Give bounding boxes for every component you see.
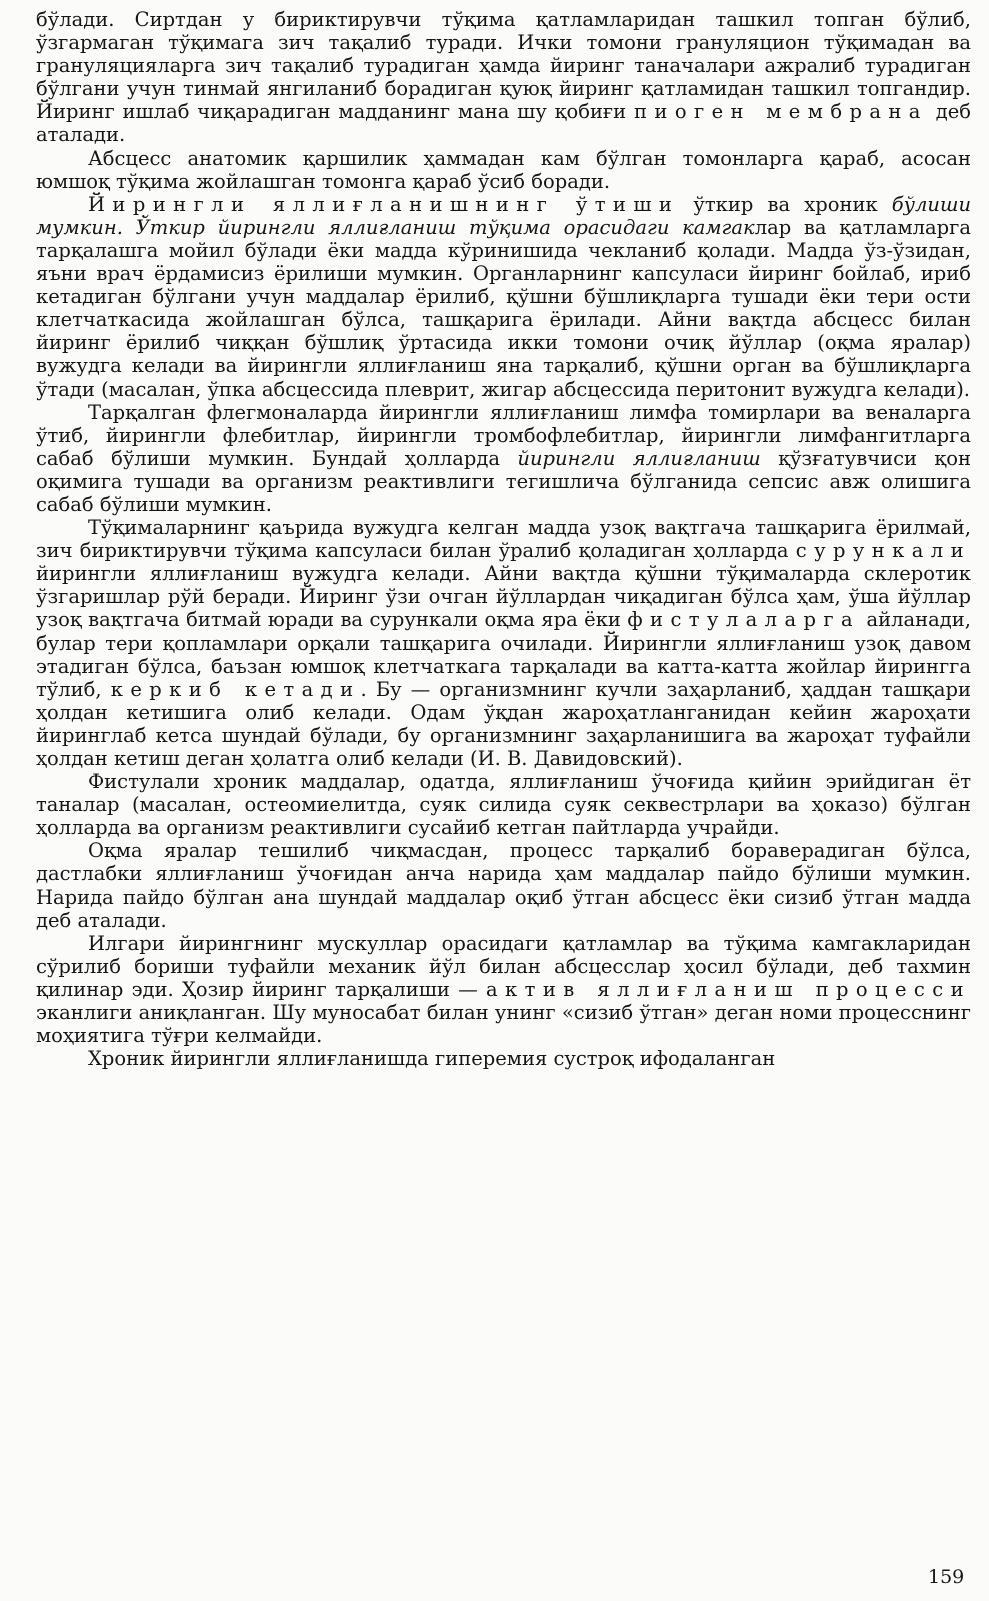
paragraph <box>36 839 971 931</box>
paragraph <box>36 516 971 770</box>
spaced-term: керкиб кетади <box>110 677 361 701</box>
paragraph <box>36 1047 971 1070</box>
text-run: Хроник йирингли яллиғланишда гиперемия сустроқ ифодаланган <box>88 1047 776 1071</box>
italic-text: йирингли яллиғланиш <box>517 446 761 470</box>
text-run: бўлади. Сиртдан у бириктирувчи тўқима қатламларидан ташкил топган бўлиб, ўзгармаган тўқимага зич тақалиб туради. Ички томони грануляцион тўқимадан ва грануляцияларга зич тақалиб турадиган ҳамда йиринг таначалари ажралиб турадиган бўлгани учун тинмай янгиланиб борадиган қуюқ йиринг қатламидан ташкил топгандир. Йиринг ишлаб чиқарадиган мадданинг мана шу қобиғи <box>36 8 971 124</box>
paragraph <box>36 401 971 516</box>
text-run: Илгари йирингнинг мускуллар орасидаги қатламлар ва тўқима камгакларидан сўрилиб бориши туфайли механик йўл билан абсцесслар ҳосил бўлади, деб тахмин қилинар эди. Ҳозир йиринг тарқалиши — <box>36 931 971 1001</box>
paragraph <box>36 147 971 193</box>
text-run: ўткир ва хроник <box>679 192 892 216</box>
text-run: эканлиги аниқланган. Шу муносабат билан унинг «сизиб ўтган» деган номи процесснинг моҳиятига тўғри келмайди. <box>36 1001 971 1048</box>
spaced-term: Йирингли яллиғланишнинг ўтиши <box>88 192 680 216</box>
text-run: қўзғатувчиси қон оқимига тушади ва организм реактивлиги тегишлича бўлганида сепсис авж олишига сабаб бўлиши мумкин. <box>36 446 971 516</box>
text-run: деб аталади. <box>36 100 971 147</box>
paragraph <box>36 193 971 401</box>
spaced-term: фистулаларга <box>627 608 861 632</box>
paragraph <box>36 770 971 839</box>
page-number: 159 <box>928 1566 965 1588</box>
body-text <box>36 8 971 1070</box>
text-run: айланади, булар тери қопламлари орқали ташқарига очилади. Йирингли яллиғланиш узоқ давом этадиган бўлса, баъзан юмшоқ клетчаткага тарқалади ва катта-катта жойлар йирингга тўлиб, <box>36 608 971 701</box>
text-run: Тарқалган флегмоналарда йирингли яллиғланиш лимфа томирлари ва веналарга ўтиб, йирингли флебитлар, йирингли тромбофлебитлар, йирингли лимфангитларга сабаб бўлиши мумкин. Бундай ҳолларда <box>36 400 971 470</box>
spaced-term: актив яллиғланиш процесси <box>486 977 972 1001</box>
text-run: лар ва қатламларга тарқалашга мойил бўлади ёки мадда кўринишида чекланиб қолади. Мадда ўз-ўзидан, яъни врач ёрдамисиз ёрилиши мумкин. Органларнинг капсуласи йиринг бойлаб, ириб кетадиган бўлгани учун маддалар ёрилиб, қўшни бўшлиқларга тушади ёки тери ости клетчаткасида жойлашган бўлса, ташқарига ёрилади. Айни вақтда абсцесс билан йиринг ёрилиб чиққан бўшлиқ ўртасида икки томони очиқ йўллар (оқма яралар) вужудга келади ва йирингли яллиғланиш яна тарқалиб, қўшни орган ва бўшлиқларга ўтади (масалан, ўпка абсцессида плеврит, жигар абсцессида перитонит вужудга келади). <box>36 215 971 401</box>
spaced-term: пиоген мембрана <box>634 100 928 124</box>
text-run: Тўқималарнинг қаърида вужудга келган мадда узоқ вақтгача ташқарига ёрилмай, зич бириктирувчи тўқима капсуласи билан ўралиб қоладиган ҳолларда <box>36 516 971 563</box>
text-run: Оқма яралар тешилиб чиқмасдан, процесс тарқалиб бораверадиган бўлса, дастлабки яллиғланиш ўчоғидан анча нарида ҳам маддалар пайдо бўлиши мумкин. Нарида пайдо бўлган ана шундай маддалар оқиб ўтган абсцесс ёки сизиб ўтган мадда деб аталади. <box>36 839 971 932</box>
text-run: Фистулали хроник маддалар, одатда, яллиғланиш ўчоғида қийин эрийдиган ёт таналар (масалан, остеомиелитда, суяк силида суяк секвестрлари ва ҳоказо) бўлган ҳолларда ва организм реактивлиги сусайиб кетган пайтларда учрайди. <box>36 770 971 840</box>
paragraph <box>36 8 971 147</box>
text-run: йирингли яллиғланиш вужудга келади. Айни вақтда қўшни тўқималарда склеротик ўзгаришлар рўй беради. Йиринг ўзи очган йўллардан чиқадиган бўлса ҳам, ўша йўллар узоқ вақтгача битмай юради ва сурункали оқма яра ёки <box>36 562 971 632</box>
text-run: Абсцесс анатомик қаршилик ҳаммадан кам бўлган томонларга қараб, асосан юмшоқ тўқима жойлашган томонга қараб ўсиб боради. <box>36 146 971 193</box>
italic-text: бўлиши мумкин. Ўткир йирингли яллиғланиш тўқима орасидаги камгак <box>36 192 971 239</box>
paragraph <box>36 932 971 1047</box>
spaced-term: сурункали <box>795 539 971 563</box>
text-run: . Бу — организмнинг кучли заҳарланиб, ҳаддан ташқари ҳолдан кетишига олиб келади. Одам ўқдан жароҳатланганидан кейин жароҳати йиринглаб кетса шундай бўлади, бу организмнинг заҳарланишига ва жароҳат туфайли ҳолдан кетиш деган ҳолатга олиб келади (И. В. Давидовский). <box>36 677 971 770</box>
